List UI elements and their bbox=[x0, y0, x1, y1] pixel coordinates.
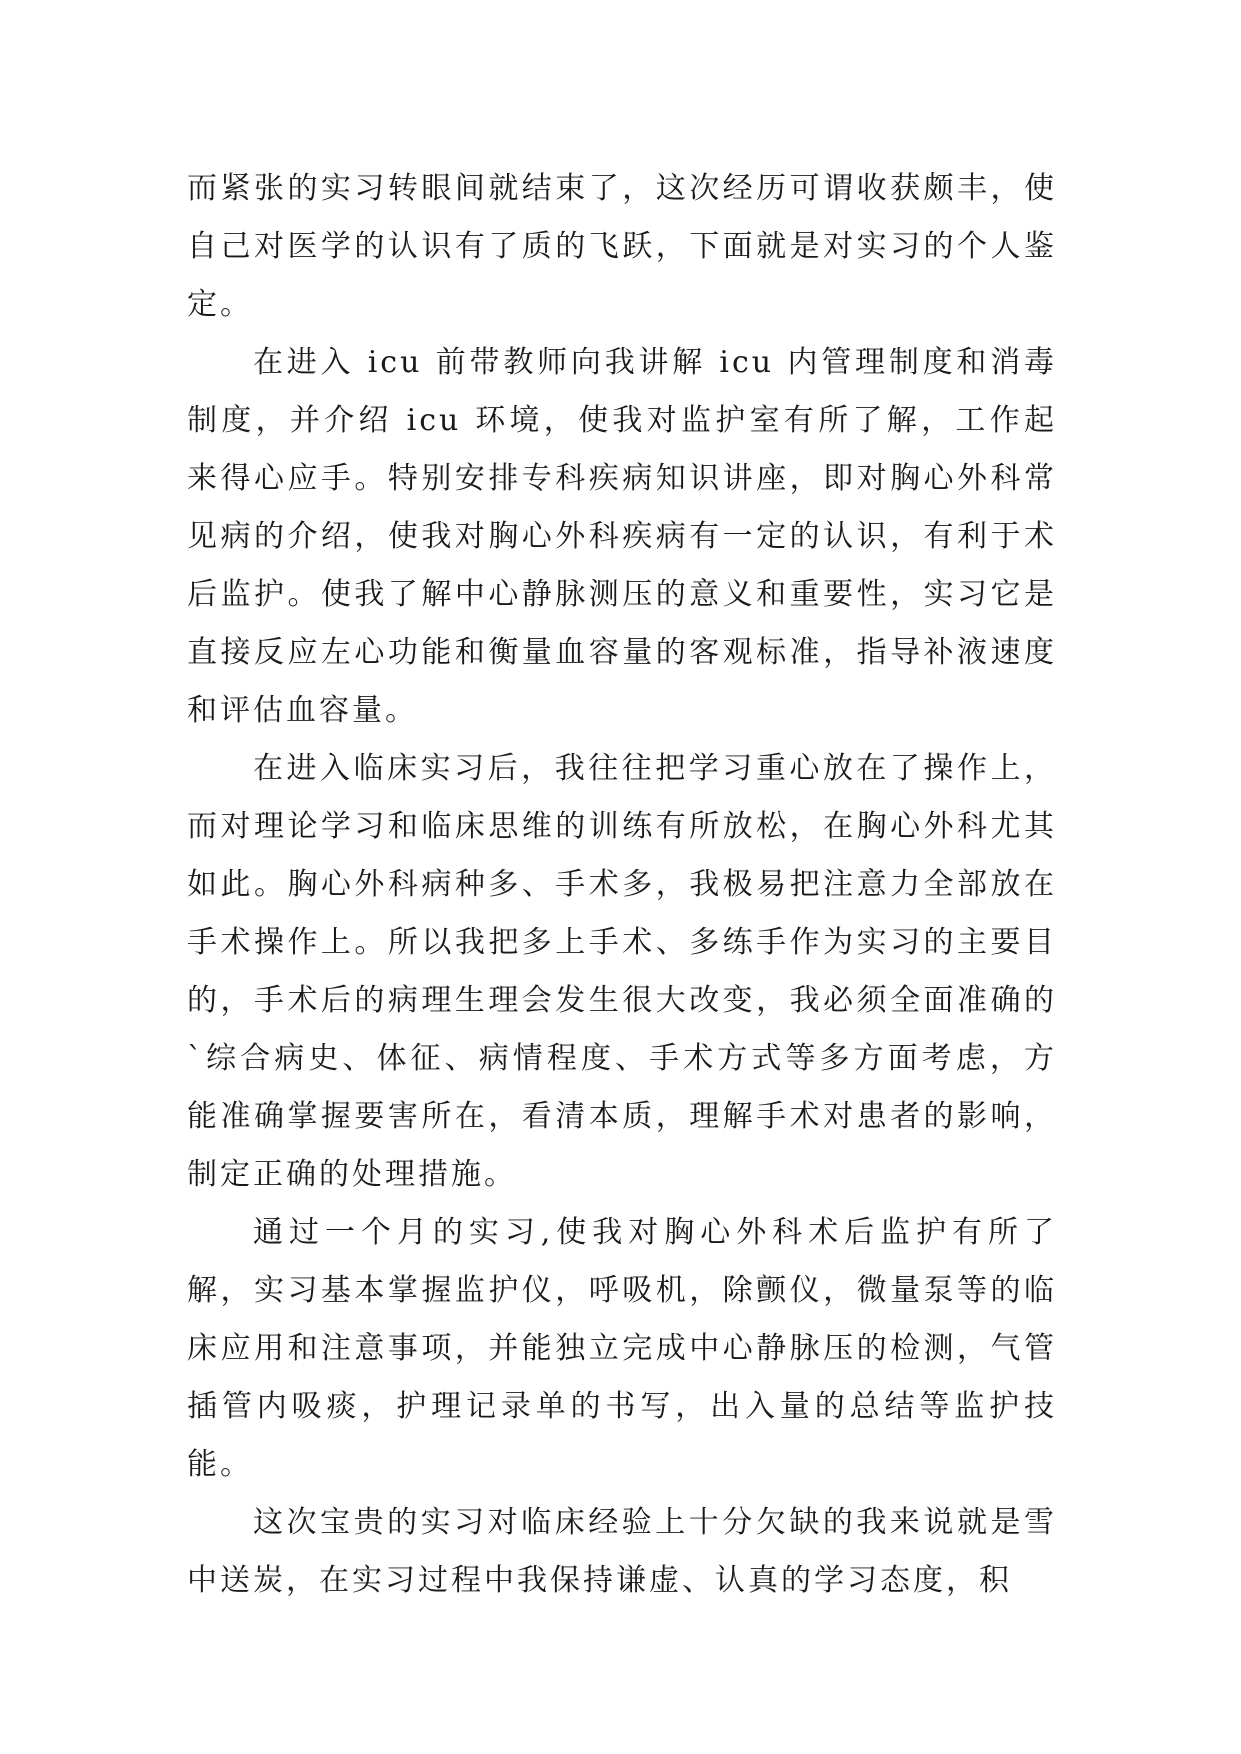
paragraph-3: 在进入临床实习后，我往往把学习重心放在了操作上，而对理论学习和临床思维的训练有所放松，在胸心外科尤其如此。胸心外科病种多、手术多，我极易把注意力全部放在手术操作上。所以我把多上手术、多练手作为实习的主要目的，手术后的病理生理会发生很大改变，我必须全面准确的`综合病史、体征、病情程度、手术方式等多方面考虑，方能准确掌握要害所在，看清本质，理解手术对患者的影响，制定正确的处理措施。 bbox=[187, 751, 1057, 1192]
paragraph-4: 通过一个月的实习,使我对胸心外科术后监护有所了解，实习基本掌握监护仪，呼吸机，除颤仪，微量泵等的临床应用和注意事项，并能独立完成中心静脉压的检测，气管插管内吸痰，护理记录单的书写，出入量的总结等监护技能。 bbox=[187, 1215, 1057, 1482]
paragraph-5: 这次宝贵的实习对临床经验上十分欠缺的我来说就是雪中送炭，在实习过程中我保持谦虚、认真的学习态度，积 bbox=[187, 1505, 1057, 1598]
paragraph-2: 在进入 icu 前带教师向我讲解 icu 内管理制度和消毒制度，并介绍 icu 环境，使我对监护室有所了解，工作起来得心应手。特别安排专科疾病知识讲座，即对胸心外科常见病的介绍，使我对胸心外科疾病有一定的认识，有利于术后监护。使我了解中心静脉测压的意义和重要性，实习它是直接反应左心功能和衡量血容量的客观标准，指导补液速度和评估血容量。 bbox=[187, 345, 1057, 728]
paragraph-1: 而紧张的实习转眼间就结束了，这次经历可谓收获颇丰，使自己对医学的认识有了质的飞跃，下面就是对实习的个人鉴定。 bbox=[187, 171, 1057, 322]
document-body bbox=[187, 160, 1057, 1610]
